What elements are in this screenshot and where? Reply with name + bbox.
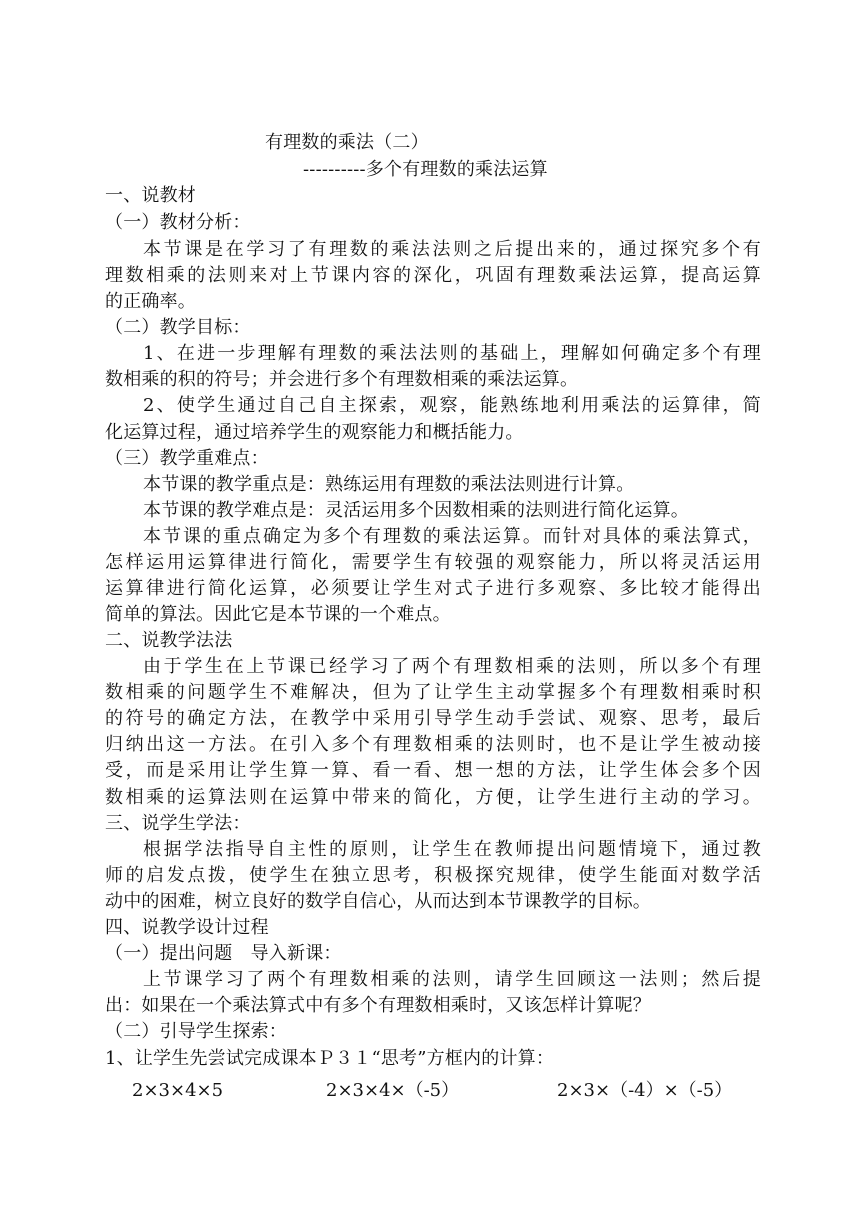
paragraph-line: 简单的算法。因此它是本节课的一个难点。 xyxy=(105,604,451,625)
paragraph-line: 1、在进一步理解有理数的乘法法则的基础上，理解如何确定多个有理 xyxy=(143,343,761,364)
paragraph-line: 本节课是在学习了有理数的乘法法则之后提出来的，通过探究多个有 xyxy=(143,239,761,260)
paragraph-line: 理数相乘的法则来对上节课内容的深化，巩固有理数乘法运算，提高运算 xyxy=(105,265,761,286)
section-heading-2: 二、说教学法法 xyxy=(105,630,233,651)
paragraph-line: 归纳出这一方法。在引入多个有理数相乘的法则时，也不是让学生被动接 xyxy=(105,734,761,755)
subsection-heading: （一）提出问题 导入新课： xyxy=(105,943,342,964)
calculation-expression-3: 2×3×（-4）×（-5） xyxy=(557,1080,733,1101)
paragraph-line: 根据学法指导自主性的原则，让学生在教师提出问题情境下，通过教 xyxy=(143,839,761,860)
paragraph-line: 1、让学生先尝试完成课本Ｐ３１“思考”方框内的计算： xyxy=(105,1048,555,1069)
paragraph-line: 由于学生在上节课已经学习了两个有理数相乘的法则，所以多个有理 xyxy=(143,656,761,677)
paragraph-line: 本节课的重点确定为多个有理数的乘法运算。而针对具体的乘法算式， xyxy=(143,526,761,547)
section-heading-1: 一、说教材 xyxy=(105,185,196,206)
subsection-heading: （二）教学目标： xyxy=(105,317,251,338)
calculation-expression-2: 2×3×4×（-5） xyxy=(326,1080,460,1101)
subsection-heading: （二）引导学生探索： xyxy=(105,1021,287,1042)
document-subtitle: ----------多个有理数的乘法运算 xyxy=(303,159,548,180)
paragraph-line: 出：如果在一个乘法算式中有多个有理数相乘时，又该怎样计算呢？ xyxy=(105,995,651,1016)
paragraph-line: 的符号的确定方法，在教学中采用引导学生动手尝试、观察、思考，最后 xyxy=(105,708,761,729)
paragraph-line: 本节课的教学难点是：灵活运用多个因数相乘的法则进行简化运算。 xyxy=(143,500,689,521)
paragraph-line: 的正确率。 xyxy=(105,291,196,312)
paragraph-line: 动中的困难，树立良好的数学自信心，从而达到本节课教学的目标。 xyxy=(105,891,651,912)
paragraph-line: 2、使学生通过自己自主探索，观察，能熟练地利用乘法的运算律，简 xyxy=(143,395,761,416)
subsection-heading: （一）教材分析： xyxy=(105,212,251,233)
subsection-heading: （三）教学重难点： xyxy=(105,448,269,469)
paragraph-line: 受，而是采用让学生算一算、看一看、想一想的方法，让学生体会多个因 xyxy=(105,760,761,781)
paragraph-line: 师的启发点拨，使学生在独立思考，积极探究规律，使学生能面对数学活 xyxy=(105,865,761,886)
paragraph-line: 本节课的教学重点是：熟练运用有理数的乘法法则进行计算。 xyxy=(143,474,635,495)
paragraph-line: 化运算过程，通过培养学生的观察能力和概括能力。 xyxy=(105,422,524,443)
section-heading-3: 三、说学生学法： xyxy=(105,813,251,834)
paragraph-line: 上节课学习了两个有理数相乘的法则，请学生回顾这一法则；然后提 xyxy=(143,969,761,990)
paragraph-line: 运算律进行简化运算，必须要让学生对式子进行多观察、多比较才能得出 xyxy=(105,578,761,599)
paragraph-line: 数相乘的问题学生不难解决，但为了让学生主动掌握多个有理数相乘时积 xyxy=(105,682,761,703)
calculation-expression-1: 2×3×4×5 xyxy=(132,1080,224,1101)
paragraph-line: 数相乘的运算法则在运算中带来的简化，方便，让学生进行主动的学习。 xyxy=(105,787,761,808)
paragraph-line: 数相乘的积的符号；并会进行多个有理数相乘的乘法运算。 xyxy=(105,369,579,390)
section-heading-4: 四、说教学设计过程 xyxy=(105,917,269,938)
paragraph-line: 怎样运用运算律进行简化，需要学生有较强的观察能力，所以将灵活运用 xyxy=(105,552,761,573)
document-title: 有理数的乘法（二） xyxy=(265,132,429,153)
